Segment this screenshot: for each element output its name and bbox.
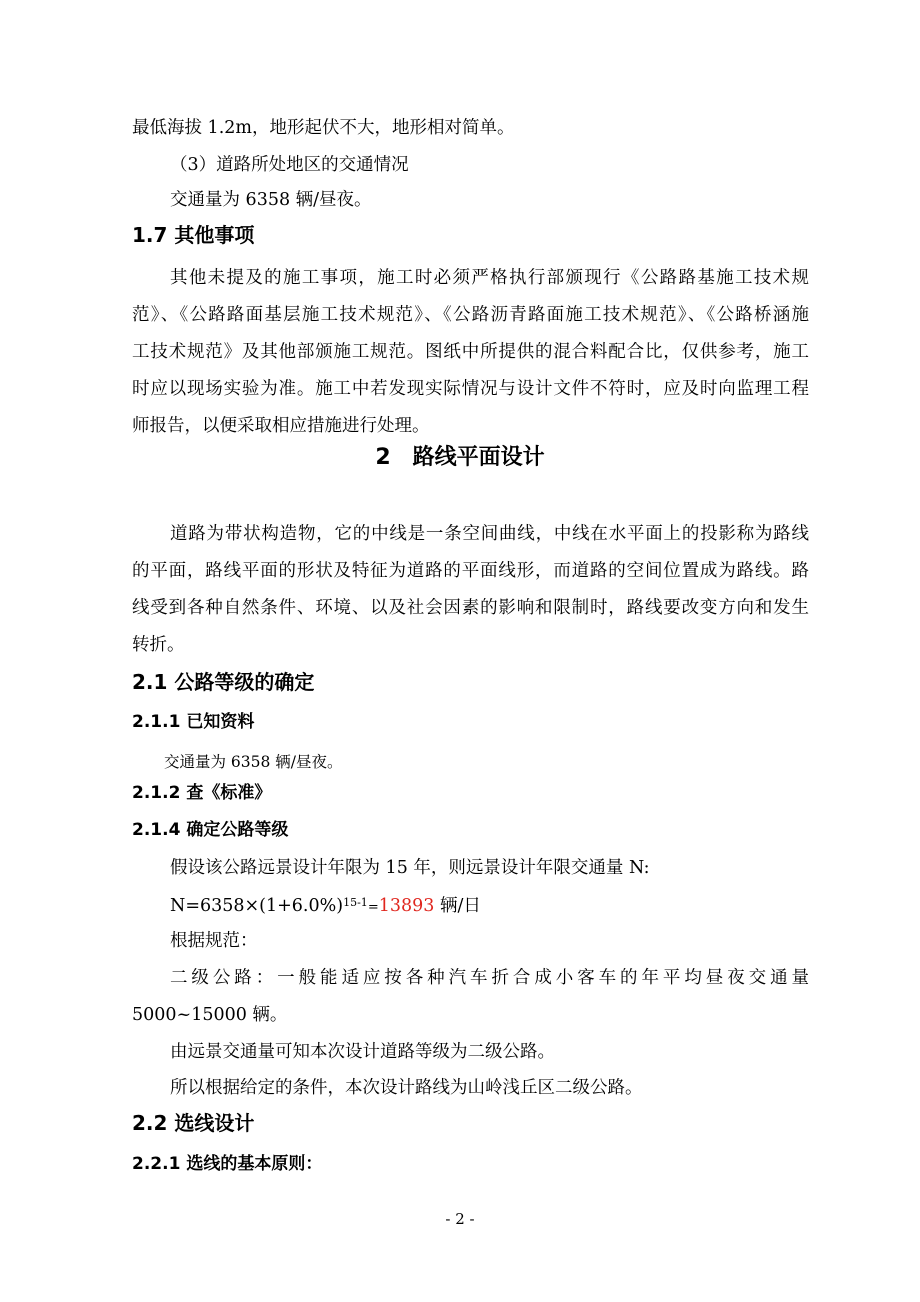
formula-equals: = <box>367 900 379 915</box>
text-line: 5000~15000 辆。 <box>132 1005 288 1025</box>
subsection-heading: 2.1.2 查《标准》 <box>132 783 272 803</box>
section-heading: 2.2 选线设计 <box>132 1111 255 1135</box>
text-line: 所以根据给定的条件，本次设计路线为山岭浅丘区二级公路。 <box>170 1078 643 1098</box>
paragraph-line: 工技术规范》及其他部颁施工规范。图纸中所提供的混合料配合比，仅供参考，施工 <box>132 342 809 362</box>
text-line: 交通量为 6358 辆/昼夜。 <box>170 190 372 210</box>
paragraph-line: 其他未提及的施工事项，施工时必须严格执行部颁现行《公路路基施工技术规 <box>170 268 809 288</box>
formula-base: N=6358×(1+6.0%) <box>170 896 344 916</box>
subsection-heading: 2.1.4 确定公路等级 <box>132 820 289 840</box>
text-line: 交通量为 6358 辆/昼夜。 <box>164 753 343 771</box>
formula-unit: 辆/日 <box>434 896 481 916</box>
paragraph-line: 二级公路：一般能适应按各种汽车折合成小客车的年平均昼夜交通量 <box>170 968 809 988</box>
chapter-title: 2 路线平面设计 <box>375 445 545 470</box>
subsection-heading: 2.1.1 已知资料 <box>132 712 255 732</box>
paragraph-line: 范》、《公路路面基层施工技术规范》、《公路沥青路面施工技术规范》、《公路桥涵施 <box>132 305 809 325</box>
formula-result: 13893 <box>378 896 435 916</box>
formula-line <box>170 891 481 920</box>
paragraph-line: 时应以现场实验为准。施工中若发现实际情况与设计文件不符时，应及时向监理工程 <box>132 379 809 399</box>
text-line: 根据规范： <box>170 931 258 951</box>
page-number: - 2 - <box>445 1210 475 1228</box>
paragraph-line: 转折。 <box>132 635 185 655</box>
text-line: 假设该公路远景设计年限为 15 年，则远景设计年限交通量 N: <box>170 858 650 878</box>
text-line: 由远景交通量可知本次设计道路等级为二级公路。 <box>170 1042 555 1062</box>
formula-exponent: 15-1 <box>343 896 368 909</box>
paragraph-line: 的平面，路线平面的形状及特征为道路的平面线形，而道路的空间位置成为路线。路 <box>132 561 809 581</box>
subsection-heading: 2.2.1 选线的基本原则： <box>132 1154 323 1174</box>
text-line: （3）道路所处地区的交通情况 <box>170 155 409 175</box>
section-heading: 2.1 公路等级的确定 <box>132 670 315 694</box>
paragraph-line: 师报告，以便采取相应措施进行处理。 <box>132 416 430 436</box>
paragraph-line: 道路为带状构造物，它的中线是一条空间曲线，中线在水平面上的投影称为路线 <box>170 524 809 544</box>
paragraph-line: 线受到各种自然条件、环境、以及社会因素的影响和限制时，路线要改变方向和发生 <box>132 598 809 618</box>
text-line: 最低海拔 1.2m，地形起伏不大，地形相对简单。 <box>132 118 515 138</box>
section-heading: 1.7 其他事项 <box>132 223 255 247</box>
